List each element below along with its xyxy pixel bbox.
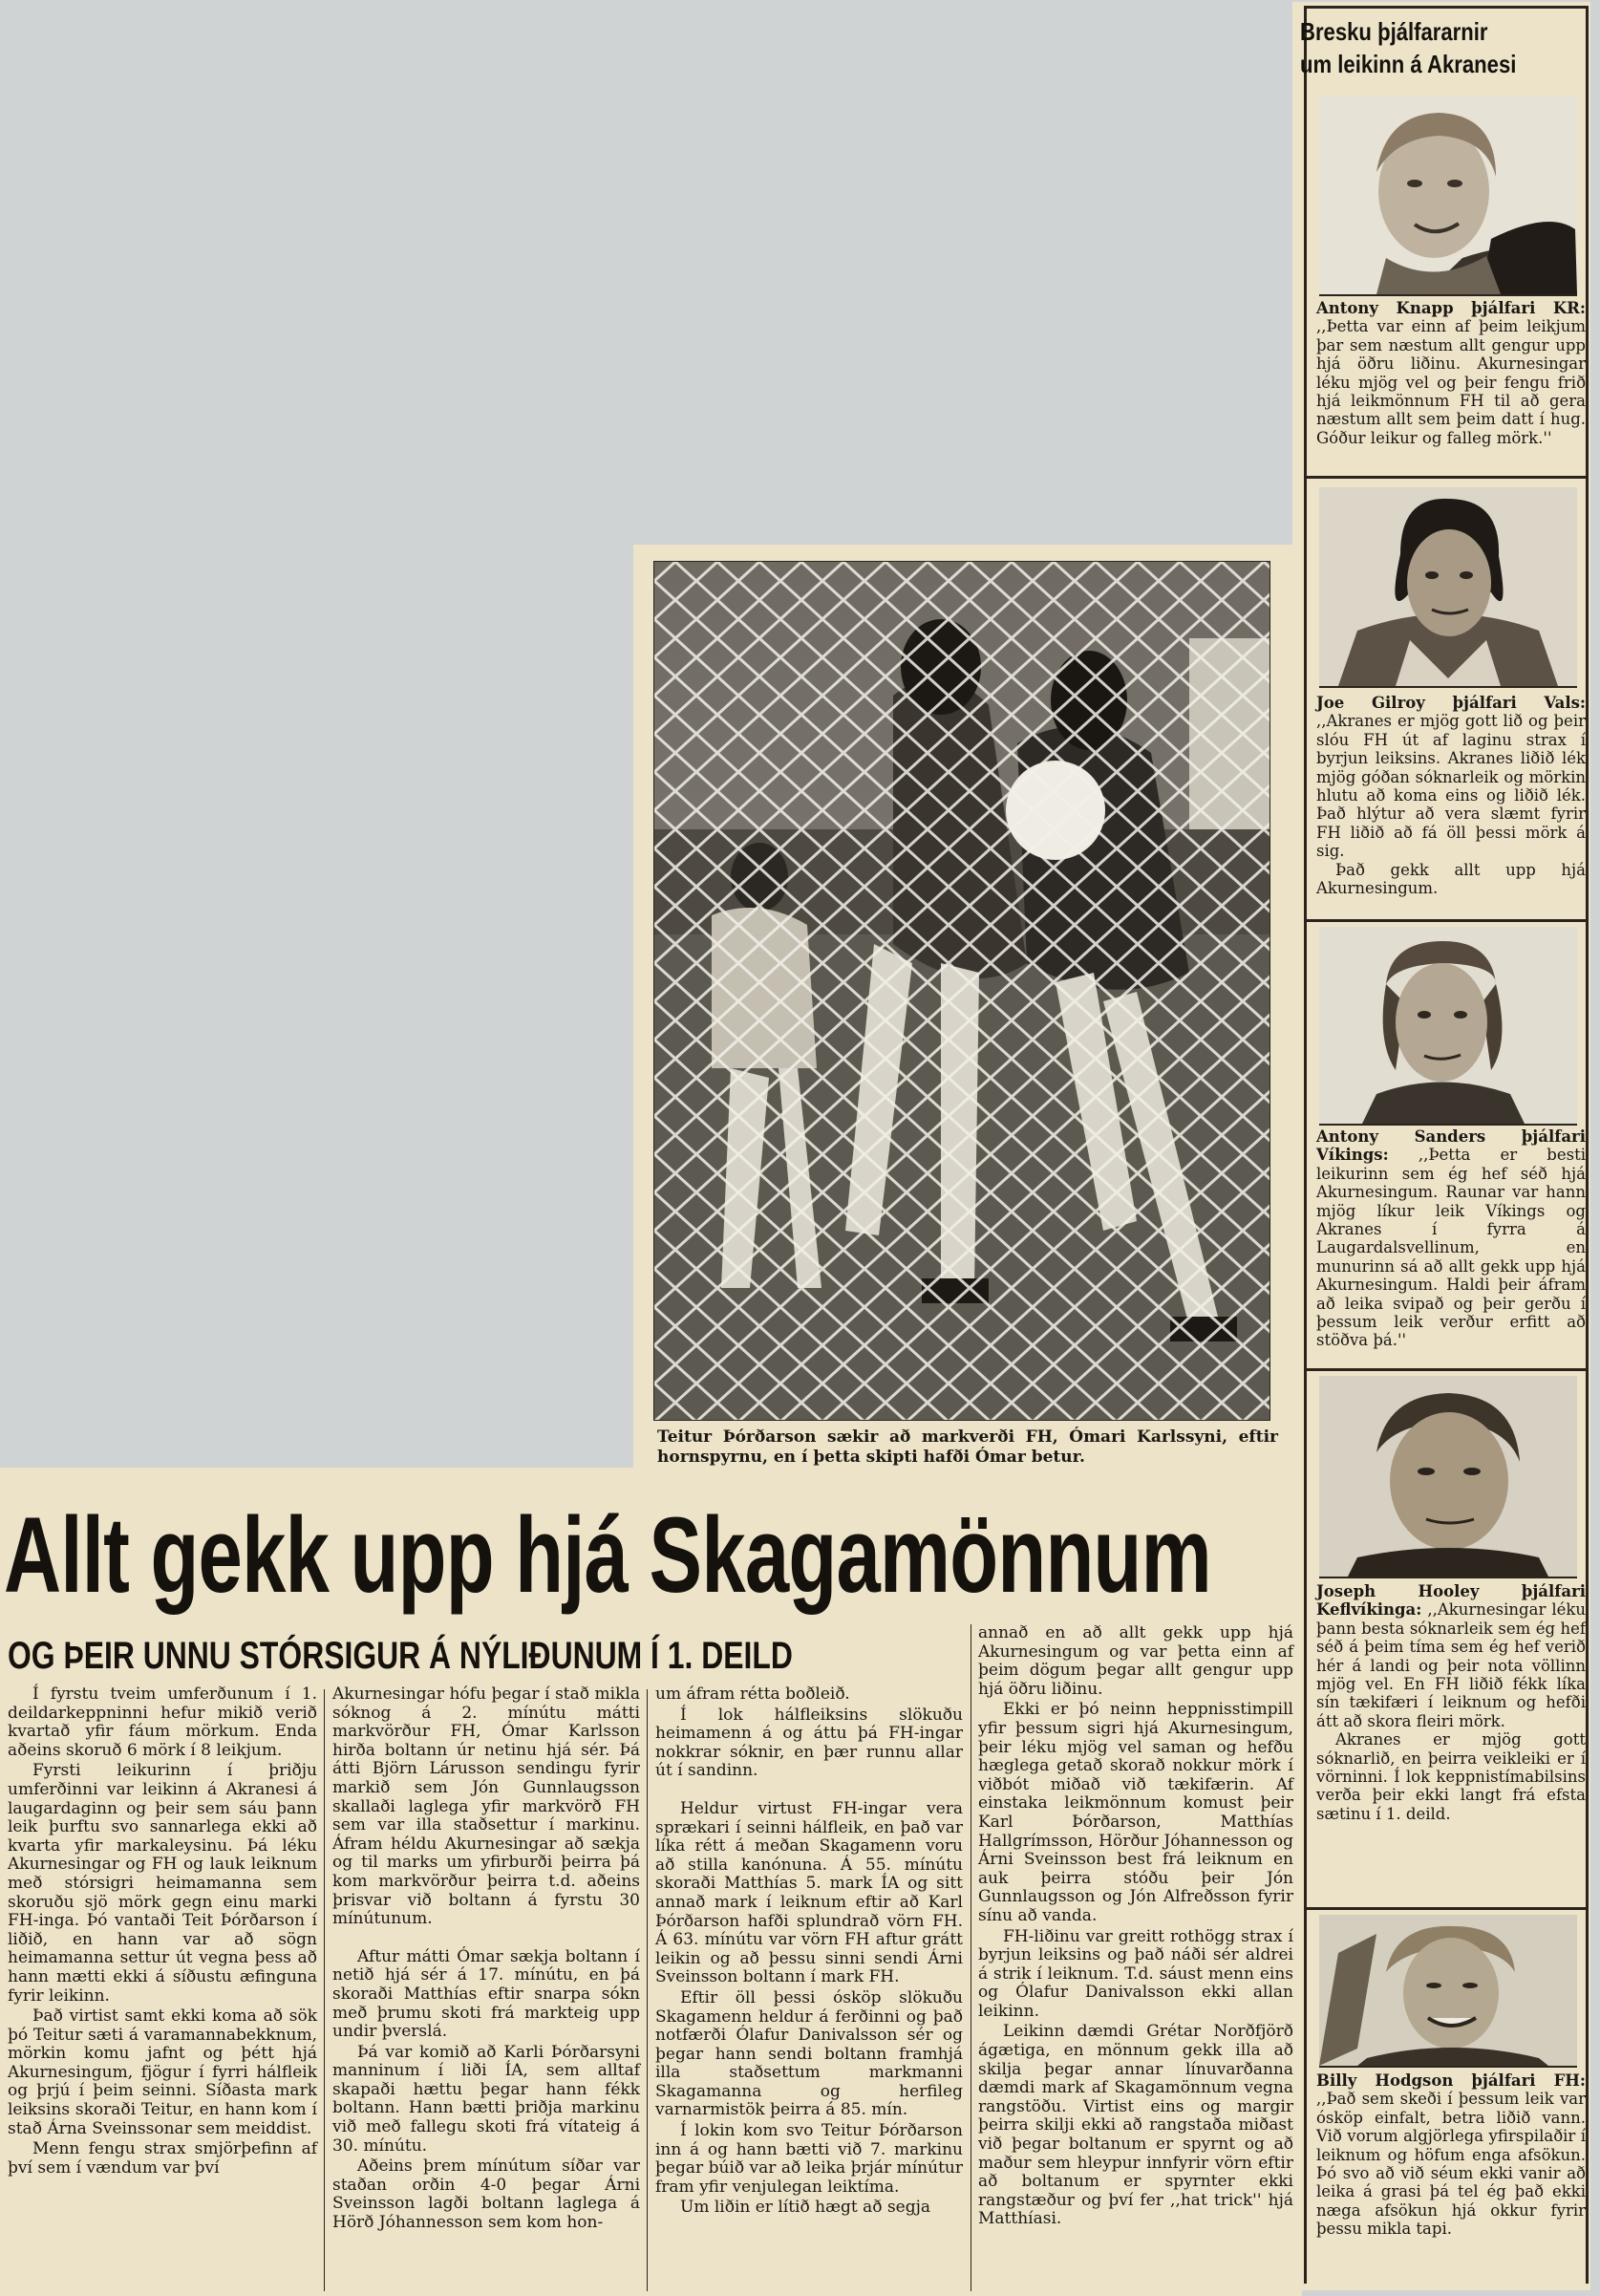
quote-hooley: [1316, 1582, 1586, 1823]
portrait-sanders: [1319, 927, 1577, 1124]
sidebar-left-rule: [1304, 6, 1307, 2284]
col2-para-2: Aftur mátti Ómar sækja boltann í netið hjá sér á 17. mínútu, en þá skoraði Matthías eftir snarpa sókn með þrumu skoti frá markteig upp undir þverslá.: [332, 1946, 640, 2042]
quote-sanders-text: ,,Þetta er besti leikurinn sem ég hef séð hjá Akurnesingum. Raunar var hann mjög líkur leik Víkings og Akranes í fyrra á Laugardalsvellinum, en munurinn sá að allt gekk upp hjá Akurnesingum. Haldi þeir áfram að leika svipað og þeir gerðu í þessum leik verður erfitt að stöðva þá.'': [1316, 1146, 1586, 1350]
col3-para-6: Um liðin er lítið hægt að segja: [680, 2198, 931, 2218]
headline: Allt gekk upp hjá Skagamönnum: [4, 1495, 1211, 1615]
quote-hodgson-name: Billy Hodgson þjálfari FH:: [1316, 2071, 1586, 2090]
quote-gilroy-name: Joe Gilroy þjálfari Vals:: [1316, 694, 1586, 712]
article-column-4: [978, 1624, 1293, 2229]
col4-para-2: Ekki er þó neinn heppnisstimpill yfir þessum sigri hjá Akurnesingum, þeir léku mjög vel saman og hefðu hæglega getað skorað nokkur mörk í viðbót miðað við tækifærin. Af einstaka leikmönnum komust þeir Karl Þórðarson, Matthías Hallgrímsson, Hörður Jóhannesson og Árni Sveinsson best frá leiknum en auk þeirra stóðu þeir Jón Gunnlaugsson og Jón Alfreðsson fyrir sínu að vanda.: [978, 1700, 1293, 1925]
sidebar-top-rule: [1304, 6, 1589, 9]
col1-para-1: Í fyrstu tveim umferðunum í 1. deildarkeppninni hefur mikið verið kvartað yfir fáum mörkum. Enda aðeins skoruð 6 mörk í 8 leikjum.: [8, 1684, 317, 1760]
sidebar-right-rule: [1586, 6, 1589, 2284]
col1-para-3: Það virtist samt ekki koma að sök þó Teitur sæti á varamannabekknum, mörkin komu jafnt og þétt hjá Akurnesingum, fjögur í fyrri hálfleik og þrjú í þeim seinni. Síðasta mark leiksins skoraði Teitur, en hann kom í stað Árna Sveinssonar sem meiddist.: [8, 2006, 317, 2138]
portrait-gilroy: [1319, 487, 1577, 686]
portrait-hodgson: [1319, 1915, 1577, 2066]
col4-para-3: FH-liðinu var greitt rothögg strax í byrjun leiksins og það náði sér aldrei á strik í leiknum. T.d. sáust menn eins og Ólafur Danivalsson ekki allan leikinn.: [978, 1926, 1293, 2021]
portrait-hooley: [1319, 1376, 1577, 1577]
article-column-3: [655, 1685, 963, 2218]
portrait-gilroy-frame: [1319, 686, 1577, 688]
quote-hodgson-text: ,,Það sem skeði í þessum leik var ósköp einfalt, betra liðið vann. Við vorum algjörlega yfirspilaðir í leiknum og höfum enga afsökun. Þó svo að við séum ekki vanir að leika á grasi þá tel ég það ekki næga afsökun hjá okkur fyrir þessu mikla tapi.: [1316, 2090, 1586, 2239]
article-column-1: [8, 1685, 317, 2178]
col1-para-2: Fyrsti leikurinn í þriðju umferðinni var leikinn á Akranesi á laugardaginn og þeir sem sáu þann leik þurftu svo sannarlega ekki að kvarta yfir markaleysinu. Þá léku Akurnesingar og FH og lauk leiknum með stórsigri heimamanna sem skoruðu sjö mörk gegn einu marki FH-inga. Þó vantaði Teit Þórðarson í liðið, en hann var að sögn heimamanna settur út vegna þess að hann mætti ekki á síðustu æfinguna fyrir leikinn.: [8, 1761, 317, 2006]
portrait-knapp-frame: [1319, 294, 1577, 296]
col2-para-1: Akurnesingar hófu þegar í stað mikla sóknog á 2. mínútu mátti markvörður FH, Ómar Karlsson hirða boltann úr netinu hjá sér. Þá átti Björn Lárusson sendingu fyrir markið sem Jón Gunnlaugsson skallaði laglega yfir markvörð FH sem var illa staðsettur í markinu. Áfram héldu Akurnesingar að sækja og til marks um yfirburði þeirra þá kom markvörður þeirra t.d. aðeins þrisvar við boltann á fyrstu 30 mínútunum.: [332, 1684, 640, 1929]
col1-para-4: Menn fengu strax smjörþefinn af því sem í vændum var því: [8, 2139, 317, 2178]
quote-gilroy-text: ,,Akranes er mjög gott lið og þeir slóu FH út af laginu strax í byrjun leiksins. Akranes liðið lék mjög góðan sóknarleik og mörkin hlutu að koma eins og liðið lék. Það hlýtur að vera slæmt fyrir FH liðið að fá öll þessi mörk á sig.: [1316, 712, 1586, 861]
sidebar-divider-1: [1304, 476, 1589, 479]
portrait-sanders-frame: [1319, 1124, 1577, 1126]
quote-hooley-text2: Akranes er mjög gott sóknarlið, en þeirra veikleiki er í vörninni. Í lok keppnistímabilsins verða þeir ekki langt frá efsta sætinu í 1. deild.: [1316, 1730, 1586, 1823]
sidebar-title-line2: um leikinn á Akranesi: [1300, 50, 1517, 78]
col3-para-1: um áfram rétta boðleið.: [655, 1684, 850, 1704]
subheadline: OG ÞEIR UNNU STÓRSIGUR Á NÝLIÐUNUM Í 1. DEILD: [8, 1635, 793, 1677]
col3-para-5: Í lokin kom svo Teitur Þórðarson inn á og hann bætti við 7. markinu þegar búið var að leika þrjár mínútur fram yfir venjulegan leiktíma.: [655, 2121, 963, 2197]
quote-hooley-text: ,,Akurnesingar léku þann besta sóknarleik sem ég hef séð á þeim tíma sem ég hef verið hér á landi og þeir nota völlinn mjög vel. En FH liðið fékk líka sín tækifæri í leiknum og hefði átt að skora fleiri mörk.: [1316, 1600, 1586, 1730]
sidebar-title-line1: Bresku þjálfararnir: [1300, 17, 1488, 46]
column-rule-1: [324, 1689, 325, 2291]
col4-para-1: annað en að allt gekk upp hjá Akurnesingum og var þetta einn af þeim dögum þegar allt gengur upp hjá öðru liðinu.: [978, 1623, 1293, 1699]
sidebar-divider-2: [1304, 919, 1589, 922]
match-photo: [653, 561, 1270, 1421]
sidebar-title: [1300, 15, 1577, 80]
sidebar-divider-4: [1304, 1907, 1589, 1910]
col4-para-4: Leikinn dæmdi Grétar Norðfjörð ágætiga, en mönnum gekk illa að skilja þegar annar línuvarðanna dæmdi mark af Skagamönnum vegna rangstöðu. Virtist eins og margir þeirra skilji ekki að rangstaða miðast við þegar boltanum er spyrnt og að maður sem hleypur innfyrir vörn eftir að boltanum er spyrnter ekki rangstæður og því fer ,,hat trick'' hjá Matthíasi.: [978, 2022, 1293, 2229]
quote-gilroy-text2: Það gekk allt upp hjá Akurnesingum.: [1316, 860, 1586, 898]
col3-para-2: Í lok hálfleiksins slökuðu heimamenn á og áttu þá FH-ingar nokkrar sóknir, en þær runnu allar út í sandinn.: [655, 1705, 963, 1781]
quote-sanders: [1316, 1127, 1586, 1350]
quote-gilroy: [1316, 694, 1586, 897]
article-column-2: [332, 1685, 640, 2233]
column-rule-2: [647, 1689, 648, 2291]
col2-para-3: Þá var komið að Karli Þórðarsyni manninum í liði ÍA, sem alltaf skapaði hættu þegar hann fékk boltann. Hann bætti þriðja markinu við með fallegu skoti frá vítateig á 30. mínútu.: [332, 2042, 640, 2156]
photo-caption: Teitur Þórðarson sækir að markverði FH, Ómari Karlssyni, eftir hornspyrnu, en í þetta skipti hafði Ómar betur.: [657, 1427, 1278, 1467]
portrait-hodgson-frame: [1319, 2066, 1577, 2068]
quote-hooley-name: Joseph Hooley þjálfari Keflvíkinga:: [1316, 1582, 1586, 1620]
col2-para-4: Aðeins þrem mínútum síðar var staðan orðin 4-0 þegar Árni Sveinsson lagði boltann laglega á Hörð Jóhannesson sem kom hon-: [332, 2157, 640, 2233]
quote-knapp-text: ,,Þetta var einn af þeim leikjum þar sem næstum allt gengur upp hjá öðru liðinu. Akurnesingar léku mjög vel og þeir fengu frið hjá leikmönnum FH til að gera næstum allt sem þeim datt í hug. Góður leikur og falleg mörk.'': [1316, 317, 1586, 447]
sidebar-divider-3: [1304, 1368, 1589, 1371]
quote-knapp-name: Antony Knapp þjálfari KR:: [1316, 299, 1586, 317]
col3-para-4: Eftir öll þessi ósköp slökuðu Skagamenn heldur á ferðinni og það notfærði Ólafur Danivalsson sér og þegar hann sendi boltann framhjá illa staðsettum markmanni Skagamanna og herfileg varnarmistök þeirra á 85. mín.: [655, 1987, 963, 2120]
portrait-knapp: [1319, 96, 1577, 294]
portrait-hooley-frame: [1319, 1577, 1577, 1578]
quote-hodgson: [1316, 2071, 1586, 2239]
quote-knapp: [1316, 299, 1586, 447]
col3-para-3: Heldur virtust FH-ingar vera sprækari í seinni hálfleik, en það var líka rétt á meðan Skagamenn voru að stilla kanónuna. Á 55. mínútu skoraði Matthías 5. mark ÍA og sitt annað mark í leiknum eftir að Karl Þórðarson hafði splundrað vörn FH. Á 63. mínútu var vörn FH aftur grátt leikin og að þessu sinni sendi Árni Sveinsson boltann í mark FH.: [655, 1798, 963, 1987]
quote-sanders-name: Antony Sanders þjálfari Víkings:: [1316, 1127, 1586, 1165]
